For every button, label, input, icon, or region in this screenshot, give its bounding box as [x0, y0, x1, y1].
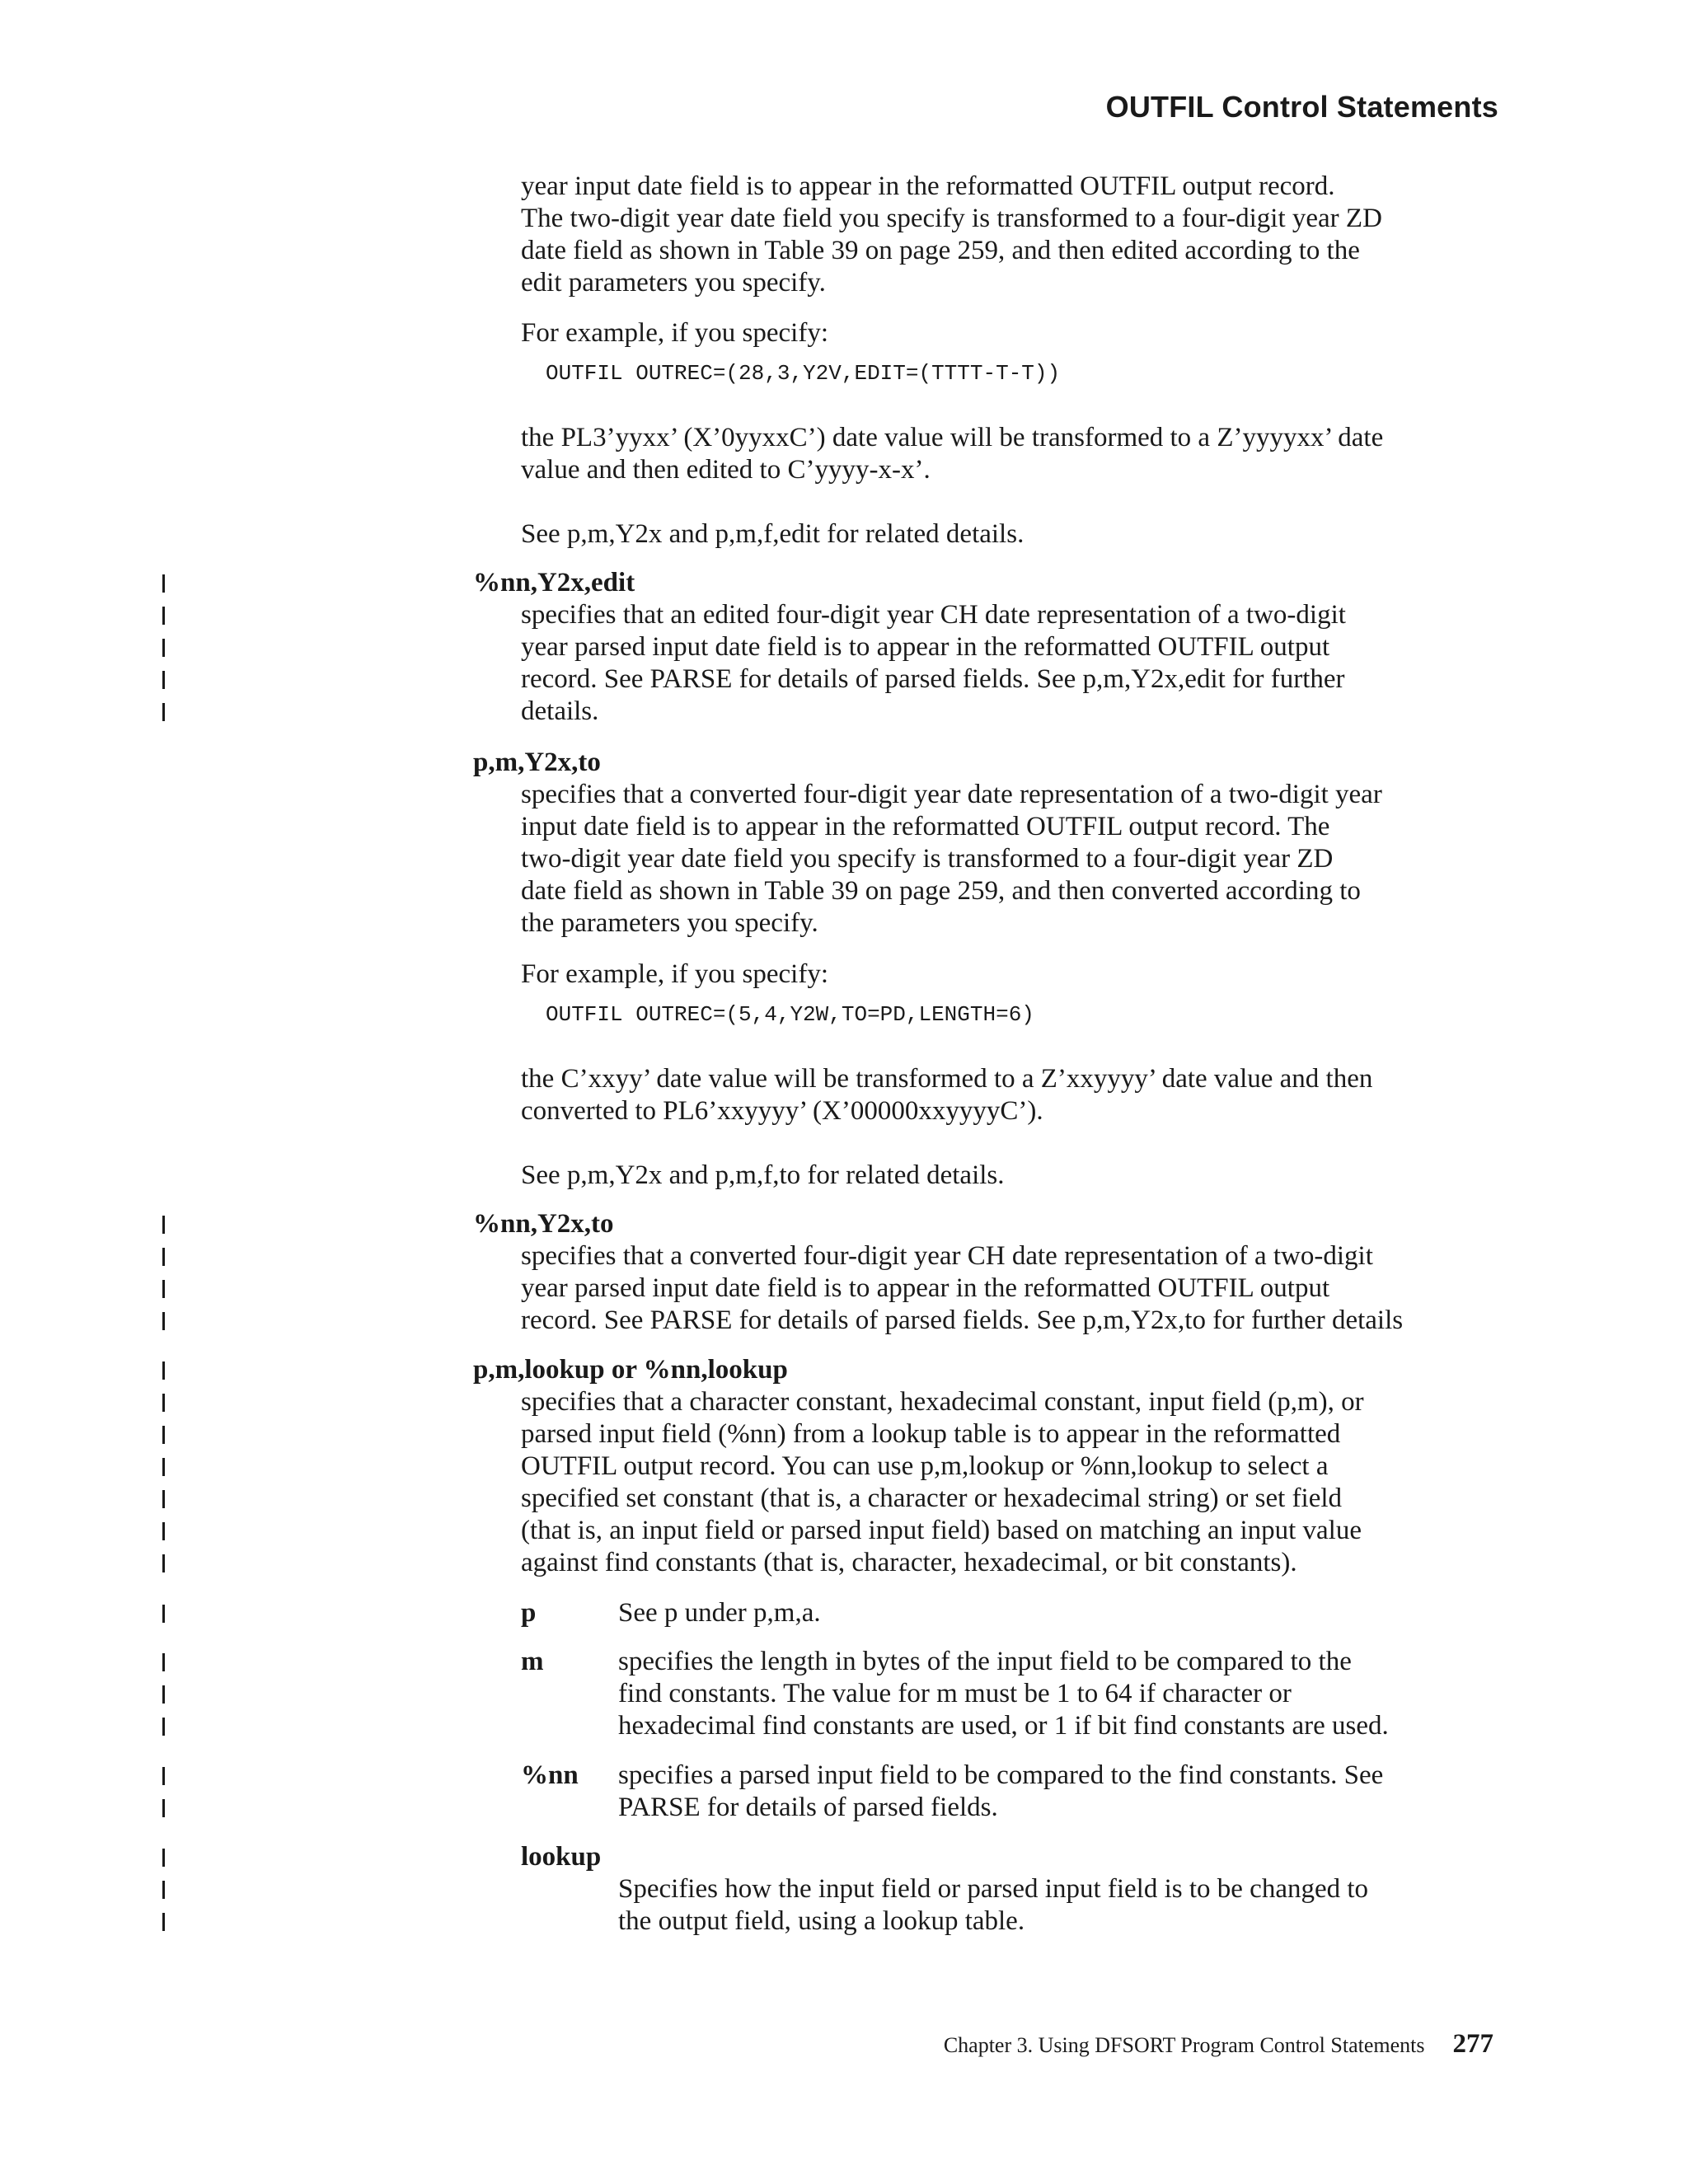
- subterm-m: m: [521, 1647, 544, 1676]
- text-line: input date field is to appear in the reformatted OUTFIL output record. The: [521, 812, 1330, 841]
- subterm-nn-description: [618, 1760, 1525, 1824]
- example-intro: For example, if you specify:: [521, 959, 828, 989]
- change-bar: [162, 639, 165, 657]
- subterm-lookup-description: [618, 1873, 1525, 1938]
- page-footer: [944, 2027, 1493, 2062]
- change-bar: [162, 1653, 165, 1671]
- change-bar: [162, 703, 165, 721]
- chapter-title: Chapter 3. Using DFSORT Program Control Statements: [943, 2033, 1425, 2057]
- text-line: converted to PL6’xxyyyy’ (X’00000xxyyyyC’).: [521, 1096, 1043, 1126]
- paragraph-continuation: [521, 171, 1510, 299]
- text-line: specifies that a converted four-digit year date representation of a two-digit year: [521, 780, 1382, 809]
- term-nn-y2x-to: %nn,Y2x,to: [473, 1209, 614, 1239]
- term-nn-y2x-edit: %nn,Y2x,edit: [473, 568, 635, 598]
- change-bar: [162, 1849, 165, 1867]
- term-description: [521, 1240, 1510, 1337]
- text-line: specified set constant (that is, a character or hexadecimal string) or set field: [521, 1483, 1343, 1513]
- change-bar: [162, 1718, 165, 1736]
- subterm-p: p: [521, 1598, 537, 1628]
- text-line: details.: [521, 696, 599, 726]
- change-bar: [162, 607, 165, 625]
- text-line: year parsed input date field is to appear in the reformatted OUTFIL output: [521, 1273, 1330, 1303]
- text-line: edit parameters you specify.: [521, 268, 826, 298]
- code-example: OUTFIL OUTREC=(5,4,Y2W,TO=PD,LENGTH=6): [546, 1002, 1034, 1027]
- text-line: specifies that a character constant, hexadecimal constant, input field (p,m), or: [521, 1387, 1364, 1417]
- text-line: year parsed input date field is to appear in the reformatted OUTFIL output: [521, 632, 1330, 662]
- change-bar: [162, 671, 165, 689]
- term-description: [521, 599, 1510, 728]
- text-line: (that is, an input field or parsed input field) based on matching an input value: [521, 1516, 1362, 1545]
- term-description: [521, 779, 1510, 940]
- example-intro: For example, if you specify:: [521, 318, 828, 348]
- text-line: the PL3’yyxx’ (X’0yyxxC’) date value will be transformed to a Z’yyyyxx’ date: [521, 423, 1384, 452]
- see-also: See p,m,Y2x and p,m,f,edit for related details.: [521, 519, 1025, 549]
- change-bar: [162, 1685, 165, 1704]
- code-example: OUTFIL OUTREC=(28,3,Y2V,EDIT=(TTTT-T-T)): [546, 361, 1061, 386]
- term-p-m-y2x-to: p,m,Y2x,to: [473, 748, 601, 777]
- change-bar: [162, 1490, 165, 1508]
- text-line: OUTFIL output record. You can use p,m,lookup or %nn,lookup to select a: [521, 1451, 1329, 1481]
- text-line: against find constants (that is, character, hexadecimal, or bit constants).: [521, 1548, 1297, 1577]
- text-line: the output field, using a lookup table.: [618, 1906, 1025, 1936]
- change-bar: [162, 1248, 165, 1266]
- text-line: date field as shown in Table 39 on page 259, and then edited according to the: [521, 236, 1360, 265]
- text-line: record. See PARSE for details of parsed fields. See p,m,Y2x,edit for further: [521, 664, 1345, 694]
- change-bar: [162, 1280, 165, 1298]
- subterm-nn: %nn: [521, 1760, 579, 1790]
- change-bar: [162, 1605, 165, 1623]
- change-bar: [162, 1216, 165, 1234]
- change-bar: [162, 1458, 165, 1476]
- text-line: specifies a parsed input field to be compared to the find constants. See: [618, 1760, 1384, 1790]
- text-line: parsed input field (%nn) from a lookup table is to appear in the reformatted: [521, 1419, 1341, 1449]
- subterm-p-description: See p under p,m,a.: [618, 1598, 821, 1628]
- text-line: find constants. The value for m must be 1 to 64 if character or: [618, 1679, 1292, 1708]
- text-line: value and then edited to C’yyyy-x-x’.: [521, 455, 931, 485]
- text-line: two-digit year date field you specify is transformed to a four-digit year ZD: [521, 844, 1334, 874]
- change-bar: [162, 1554, 165, 1572]
- change-bar: [162, 1767, 165, 1785]
- text-line: the C’xxyy’ date value will be transformed to a Z’xxyyyy’ date value and then: [521, 1064, 1373, 1094]
- text-line: Specifies how the input field or parsed input field is to be changed to: [618, 1874, 1369, 1904]
- example-result: [521, 1063, 1510, 1127]
- subterm-m-description: [618, 1646, 1525, 1742]
- text-line: year input date field is to appear in the reformatted OUTFIL output record.: [521, 171, 1335, 201]
- example-result: [521, 422, 1510, 486]
- page-number: 277: [1452, 2029, 1493, 2059]
- text-line: specifies that a converted four-digit year CH date representation of a two-digit: [521, 1241, 1373, 1271]
- term-lookup: p,m,lookup or %nn,lookup: [473, 1355, 788, 1385]
- change-bar: [162, 1312, 165, 1330]
- see-also: See p,m,Y2x and p,m,f,to for related details.: [521, 1160, 1005, 1190]
- running-header: OUTFIL Control Statements: [1105, 90, 1498, 124]
- text-line: hexadecimal find constants are used, or 1 if bit find constants are used.: [618, 1711, 1389, 1741]
- text-line: specifies that an edited four-digit year CH date representation of a two-digit: [521, 600, 1346, 630]
- change-bar: [162, 1361, 165, 1380]
- change-bar: [162, 1426, 165, 1444]
- text-line: PARSE for details of parsed fields.: [618, 1793, 998, 1822]
- text-line: the parameters you specify.: [521, 908, 818, 938]
- subterm-lookup: lookup: [521, 1842, 602, 1872]
- change-bar: [162, 1881, 165, 1899]
- text-line: specifies the length in bytes of the input field to be compared to the: [618, 1647, 1352, 1676]
- text-line: date field as shown in Table 39 on page 259, and then converted according to: [521, 876, 1361, 906]
- text-line: record. See PARSE for details of parsed fields. See p,m,Y2x,to for further details: [521, 1305, 1404, 1335]
- term-description: [521, 1386, 1510, 1579]
- change-bar: [162, 574, 165, 593]
- change-bar: [162, 1522, 165, 1540]
- text-line: The two-digit year date field you specify is transformed to a four-digit year ZD: [521, 204, 1382, 233]
- change-bar: [162, 1394, 165, 1412]
- change-bar: [162, 1913, 165, 1931]
- change-bar: [162, 1799, 165, 1817]
